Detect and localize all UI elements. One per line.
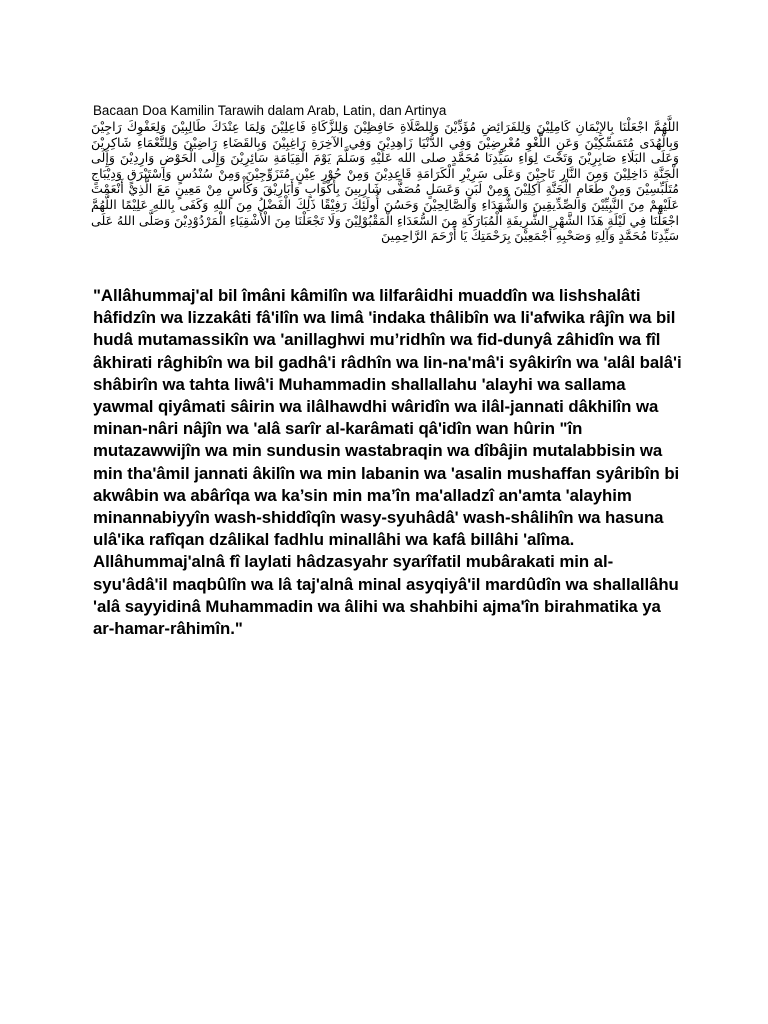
document-title: Bacaan Doa Kamilin Tarawih dalam Arab, Latin, dan Artinya <box>93 103 447 118</box>
latin-transliteration-text: "Allâhummaj'al bil îmâni kâmilîn wa lilfarâidhi muaddîn wa lishshalâti hâfidzîn wa lizzakâti fâ'ilîn wa limâ 'indaka thâlibîn wa li'afwika râjîn wa bil hudâ mutamassikîn wa 'anillaghwi mu’ridhîn wa fid-dunyâ zâhidîn wa fîl âkhirati râghibîn wa bil gadhâ'i râdhîn wa lin-na'mâ'i syâkirîn wa 'alâl balâ'i shâbirîn wa tahta liwâ'i Muhammadin shallallahu 'alayhi wa sallama yawmal qiyâmati sâirin wa ilâlhawdhi wâridîn wa ilâl-jannati dâkhilîn wa minan-nâri nâjîn wa 'alâ sarîr al-karâmati qâ'idîn wan hûrin "în mutazawwijîn wa min sundusin wastabraqin wa dîbâjin mutalabbisin wa min tha'âmil jannati âkilîn wa min labanin wa 'asalin mushaffan syâribîn bi akwâbin wa abârîqa wa ka’sin min ma’în ma'alladzî an'amta 'alayhim minannabiyyîn wash-shiddîqîn wasy-syuhâdâ' wash-shâlihîn wa hasuna ulâ'ika rafîqan dzâlikal fadhlu minallâhi wa kafâ billâhi 'alîma. Allâhummaj'alnâ fî laylati hâdzasyahr syarîfatil mubârakati min al-syu'âdâ'il maqbûlîn wa lâ taj'alnâ minal asyqiyâ'il mardûdîn wa shallallâhu 'alâ sayyidinâ Muhammadin wa âlihi wa shahbihi ajma'în birahmatika ya ar-hamar-râhimîn." <box>93 286 682 639</box>
arabic-prayer-text: اللَّهُمَّ اجْعَلْنَا بِالإِيْمَانِ كَامِلِيْنَ وَلِلفَرَائِضِ مُؤَدِّيْنَ وَلِلصَّلَاةِ حَافِظِيْنَ وَلِلزَّكَاةِ فَاعِلِيْنَ وَلِمَا عِنْدَكَ طَالِبِيْنَ وَلِعَفْوِكَ رَاجِيْنَ وَبِالْهُدَى مُتَمَسِّكِيْنَ وَعَنِ اللَّغْوِ مُعْرِضِيْنَ وَفِي الدُّنْيَا زَاهِدِيْنَ وَفِي الآخِرَةِ رَاغِبِيْنَ وَبِالقَضَاءِ رَاضِيْنَ وَلِلنَّعْمَاءِ شَاكِرِيْنَ وَعَلَى البَلَاءِ صَابِرِيْنَ وَتَحْتَ لِوَاءِ سَيِّدِنَا مُحَمَّدٍ صلى الله عَلَيْهِ وَسَلَّمَ يَوْمَ الْقِيَامَةِ سَائِرِيْنَ وَإِلَى الْحَوْضِ وَارِدِيْنَ وَإِلَى الْجَنَّةِ دَاخِلِيْنَ وَمِنَ النَّارِ نَاجِيْنَ وَعَلَى سَرِيْرِ الْكَرَامَةِ قَاعِدِيْنَ وَمِنْ حُوْرٍ عِيْنٍ مُتَزَوِّجِيْنَ وَمِنْ سُنْدُسٍ وَاِسْتَبْرَقٍ وَدِيْبَاجٍ مُتَلَبِّسِيْنَ وَمِنْ طَعَامِ الْجَنَّةِ آكِلِيْنَ وَمِنْ لَبَنٍ وَعَسَلٍ مُصَفًّى شَارِبِينَ بِأَكْوَابٍ وَأَبَارِيْقَ وَكَأْسٍ مِنْ مَعِينٍ مَعَ الَّذِيْ أَنْعَمْتَ عَلَيْهِمْ مِنَ النَّبِيِّيْنَ وَالصِّدِّيقِينَ وَالشُّهَدَاءِ وَالصَّالِحِيْنَ وَحَسُنَ أُولَئِكَ رَفِيْقًا ذَلِكَ الْفَضْلُ مِنَ اللهِ وَكَفَى بِاللهِ عَلِيْمًا اللَّهُمَّ اجْعَلْنَا فِي لَيْلَةِ هَذَا الشَّهْرِ الشَّرِيفَةِ الْمُبَارَكَةِ مِنَ السُّعَدَاءِ الْمَقْبُوْلِيْنَ وَلَا تَجْعَلْنَا مِنَ الْأَشْقِيَاءِ الْمَرْدُوْدِيْنَ وَصَلَّى اللهُ عَلَى سَيِّدِنَا مُحَمَّدٍ وَآلِهِ وَصَحْبِهِ أَجْمَعِيْنَ بِرَحْمَتِكَ يَا أَرْحَمَ الرَّاحِمِينَ <box>91 119 679 244</box>
